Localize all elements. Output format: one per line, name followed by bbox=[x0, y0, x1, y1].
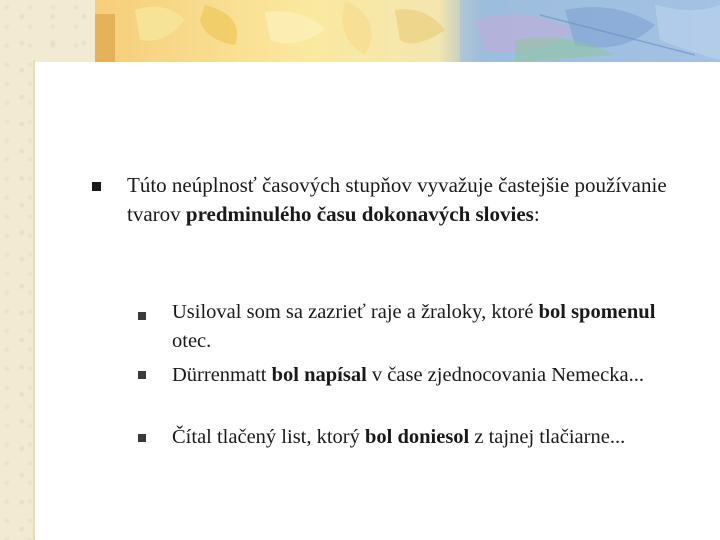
main-bullet-text: Túto neúplnosť časových stupňov vyvažuje častejšie používanie tvarov predminulého času dokonavých slovies: bbox=[127, 173, 667, 226]
sub-bullet-text-2: Dürrenmatt bol napísal v čase zjednocovania Nemecka... bbox=[172, 364, 644, 386]
bullet-marker bbox=[92, 182, 101, 191]
sub-bullet-marker bbox=[138, 371, 146, 379]
sub-bullet-marker bbox=[138, 312, 146, 320]
sub-bullet-marker bbox=[138, 434, 146, 442]
sub-bullet-text-1: Usiloval som sa zazrieť raje a žraloky, ktoré bol spomenul otec. bbox=[172, 301, 656, 352]
decorative-banner bbox=[95, 0, 720, 62]
sub-bullet-text-3: Čítal tlačený list, ktorý bol doniesol z tajnej tlačiarne... bbox=[172, 426, 626, 448]
